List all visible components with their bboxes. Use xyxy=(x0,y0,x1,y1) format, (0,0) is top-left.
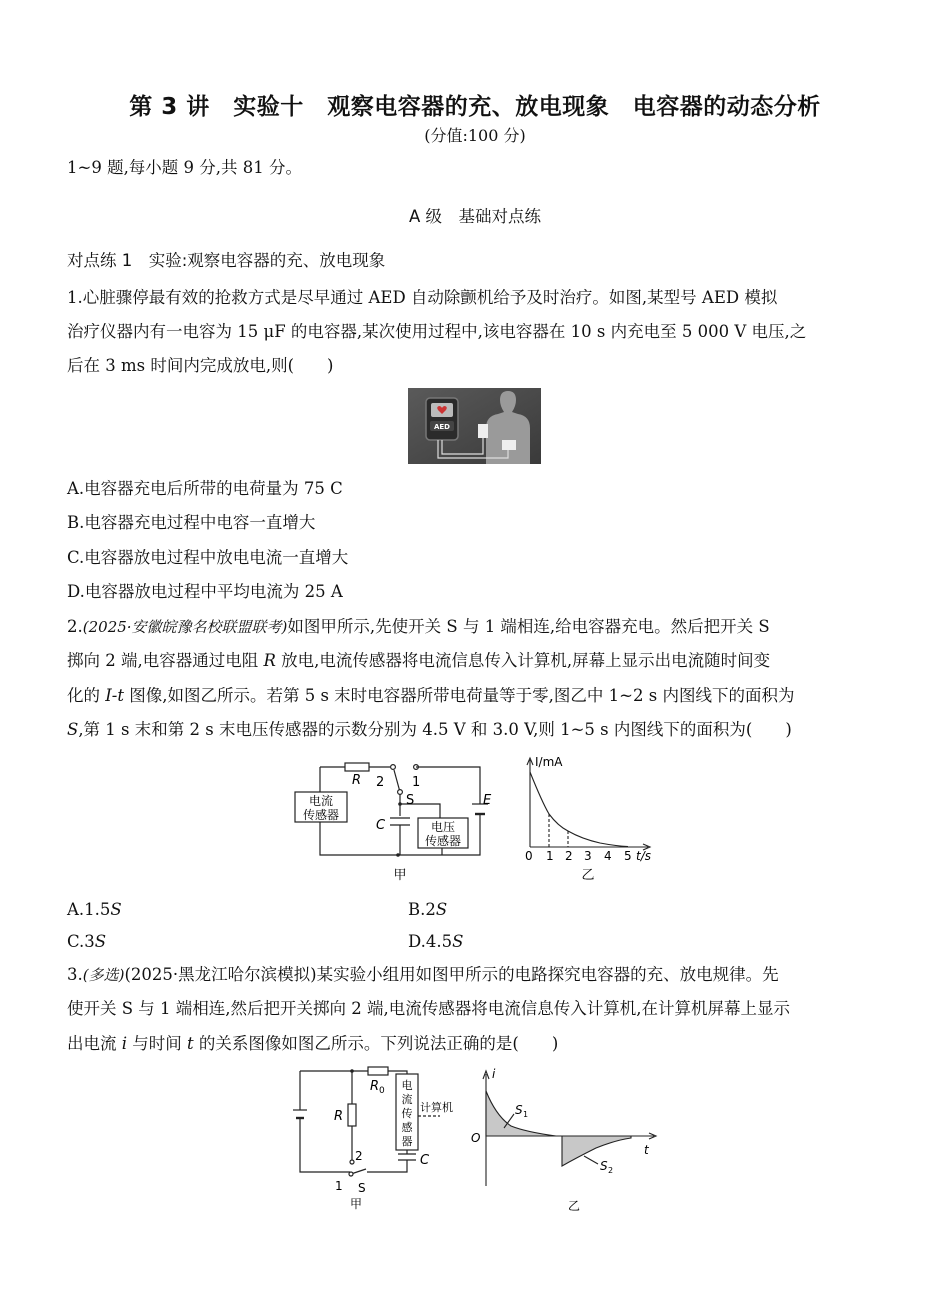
q2-tick-0: 0 xyxy=(525,849,533,863)
q2-graph-xlabel: t/s xyxy=(636,849,651,863)
q2-line2 xyxy=(67,650,770,672)
q2-var-it: I-t xyxy=(105,686,124,705)
q1-option-c: C.电容器放电过程中放电电流一直增大 xyxy=(67,548,349,567)
q2-option-d xyxy=(408,931,463,953)
q3-label-terminal-1: 1 xyxy=(335,1179,343,1193)
q3-it-graph xyxy=(466,1066,666,1216)
q2-label-r: R xyxy=(352,773,362,788)
q2-option-a xyxy=(67,899,122,921)
q3-sensor-char-4: 感 xyxy=(401,1121,413,1134)
q3-sensor-char-3: 传 xyxy=(401,1107,413,1120)
page-title: 第 3 讲 实验十 观察电容器的充、放电现象 电容器的动态分析 xyxy=(129,94,821,120)
q2-tick-4: 4 xyxy=(604,849,612,863)
q2-fig-yi: 乙 xyxy=(581,868,595,882)
q2-tick-5: 5 xyxy=(624,849,632,863)
q3-label-r0-sub: 0 xyxy=(379,1086,385,1096)
q1-line3: 后在 3 ms 时间内完成放电,则( ) xyxy=(67,356,334,375)
aed-photo xyxy=(408,388,541,464)
q3-sensor-char-5: 器 xyxy=(401,1135,413,1148)
q3-label-s2: S xyxy=(600,1159,608,1173)
aed-label: AED xyxy=(433,423,451,431)
q3-line3 xyxy=(67,1033,558,1055)
q1-line2: 治疗仪器内有一电容为 15 μF 的电容器,某次使用过程中,该电容器在 10 s 内充电至 5 000 V 电压,之 xyxy=(67,322,807,341)
q2-option-d-var: S xyxy=(452,932,464,951)
q3-label-s1: S xyxy=(515,1103,523,1117)
q2-label-switch: S xyxy=(406,793,415,808)
q3-graph-origin: O xyxy=(471,1131,481,1145)
q2-fig-jia: 甲 xyxy=(393,868,407,882)
q2-option-d-text: D.4.5 xyxy=(408,932,453,951)
q2-option-b-var: S xyxy=(435,900,448,919)
level-heading: A 级 基础对点练 xyxy=(408,207,542,226)
q3-sensor-char-1: 电 xyxy=(401,1079,413,1092)
q2-tick-2: 2 xyxy=(565,849,573,863)
q3-graph-xaxis: t xyxy=(644,1143,649,1157)
q2-line3b: 图像,如图乙所示。若第 5 s 末时电容器所带电荷量等于零,图乙中 1~2 s 内图线下的面积为 xyxy=(123,686,795,705)
q2-voltage-sensor-label2: 传感器 xyxy=(424,834,462,848)
q2-it-graph xyxy=(520,752,660,882)
q3-fig-jia: 甲 xyxy=(349,1197,363,1211)
q3-source: (2025·黑龙江哈尔滨模拟) xyxy=(124,965,317,984)
q2-line3a: 化的 xyxy=(67,686,106,705)
q3-label-r: R xyxy=(334,1109,344,1124)
q2-option-b-text: B.2 xyxy=(408,900,436,919)
q2-tick-1: 1 xyxy=(546,849,554,863)
q3-label-switch: S xyxy=(358,1181,366,1195)
q3-var-i: i xyxy=(121,1034,128,1053)
q3-circuit-diagram xyxy=(290,1066,465,1216)
q1-line1: 1.心脏骤停最有效的抢救方式是尽早通过 AED 自动除颤机给予及时治疗。如图,某型号 AED 模拟 xyxy=(67,288,778,307)
q2-option-b xyxy=(408,899,447,921)
q2-number: 2. xyxy=(67,617,83,636)
q2-label-e: E xyxy=(483,793,492,808)
q3-var-t: t xyxy=(187,1034,194,1053)
q2-option-c-text: C.3 xyxy=(67,932,95,951)
q2-line2b: 放电,电流传感器将电流信息传入计算机,屏幕上显示出电流随时间变 xyxy=(275,651,771,670)
q2-option-c xyxy=(67,931,106,953)
q3-tag: (多选) xyxy=(82,966,125,984)
q2-label-terminal-1: 1 xyxy=(412,775,421,790)
q2-option-c-var: S xyxy=(94,932,107,951)
q2-tick-3: 3 xyxy=(584,849,592,863)
q2-label-terminal-2: 2 xyxy=(376,775,385,790)
q2-line3 xyxy=(67,685,794,707)
q3-fig-yi: 乙 xyxy=(567,1199,581,1213)
q2-line2a: 掷向 2 端,电容器通过电阻 xyxy=(67,651,264,670)
q2-current-sensor-label2: 传感器 xyxy=(302,808,340,822)
q3-number: 3. xyxy=(67,965,83,984)
q2-option-a-var: S xyxy=(110,900,122,919)
section-heading: 对点练 1 实验:观察电容器的充、放电现象 xyxy=(67,251,386,270)
q3-label-s1-sub: 1 xyxy=(523,1110,529,1119)
q3-computer-label: 计算机 xyxy=(420,1101,453,1114)
q3-line1-text: 某实验小组用如图甲所示的电路探究电容器的充、放电规律。先 xyxy=(316,965,779,984)
q2-source: (2025·安徽皖豫名校联盟联考) xyxy=(82,618,288,636)
q2-line4b: ,第 1 s 末和第 2 s 末电压传感器的示数分别为 4.5 V 和 3.0 V,则 1~5 s 内图线下的面积为( ) xyxy=(78,720,792,739)
q3-label-r0: R xyxy=(370,1079,380,1094)
q3-line2: 使开关 S 与 1 端相连,然后把开关掷向 2 端,电流传感器将电流信息传入计算机,在计算机屏幕上显示 xyxy=(67,999,791,1018)
intro-text: 1~9 题,每小题 9 分,共 81 分。 xyxy=(67,158,303,177)
score-note: (分值:100 分) xyxy=(424,126,526,145)
q3-sensor-char-2: 流 xyxy=(401,1093,413,1106)
q2-graph-ylabel: I/mA xyxy=(535,755,563,769)
q1-option-d: D.电容器放电过程中平均电流为 25 A xyxy=(67,582,343,601)
q3-label-c: C xyxy=(420,1153,430,1168)
q2-var-s: S xyxy=(67,720,79,739)
q2-label-c: C xyxy=(376,818,386,833)
q2-current-sensor-label: 电流 xyxy=(308,794,334,808)
q3-line1 xyxy=(67,964,779,986)
q3-graph-yaxis: i xyxy=(492,1067,496,1081)
q2-option-a-text: A.1.5 xyxy=(67,900,111,919)
q2-voltage-sensor-label: 电压 xyxy=(430,820,456,834)
q2-line1-text: 如图甲所示,先使开关 S 与 1 端相连,给电容器充电。然后把开关 S xyxy=(287,617,770,636)
q2-line1 xyxy=(67,616,770,638)
q3-line3c: 的关系图像如图乙所示。下列说法正确的是( ) xyxy=(193,1034,559,1053)
q3-label-terminal-2: 2 xyxy=(355,1149,363,1163)
q2-line4 xyxy=(67,719,792,741)
q1-option-a: A.电容器充电后所带的电荷量为 75 C xyxy=(67,479,343,498)
q1-option-b: B.电容器充电过程中电容一直增大 xyxy=(67,513,316,532)
q3-line3a: 出电流 xyxy=(67,1034,122,1053)
q3-label-s2-sub: 2 xyxy=(608,1166,614,1175)
q3-line3b: 与时间 xyxy=(127,1034,188,1053)
q2-circuit-diagram xyxy=(290,752,500,882)
q2-var-r: R xyxy=(263,651,276,670)
